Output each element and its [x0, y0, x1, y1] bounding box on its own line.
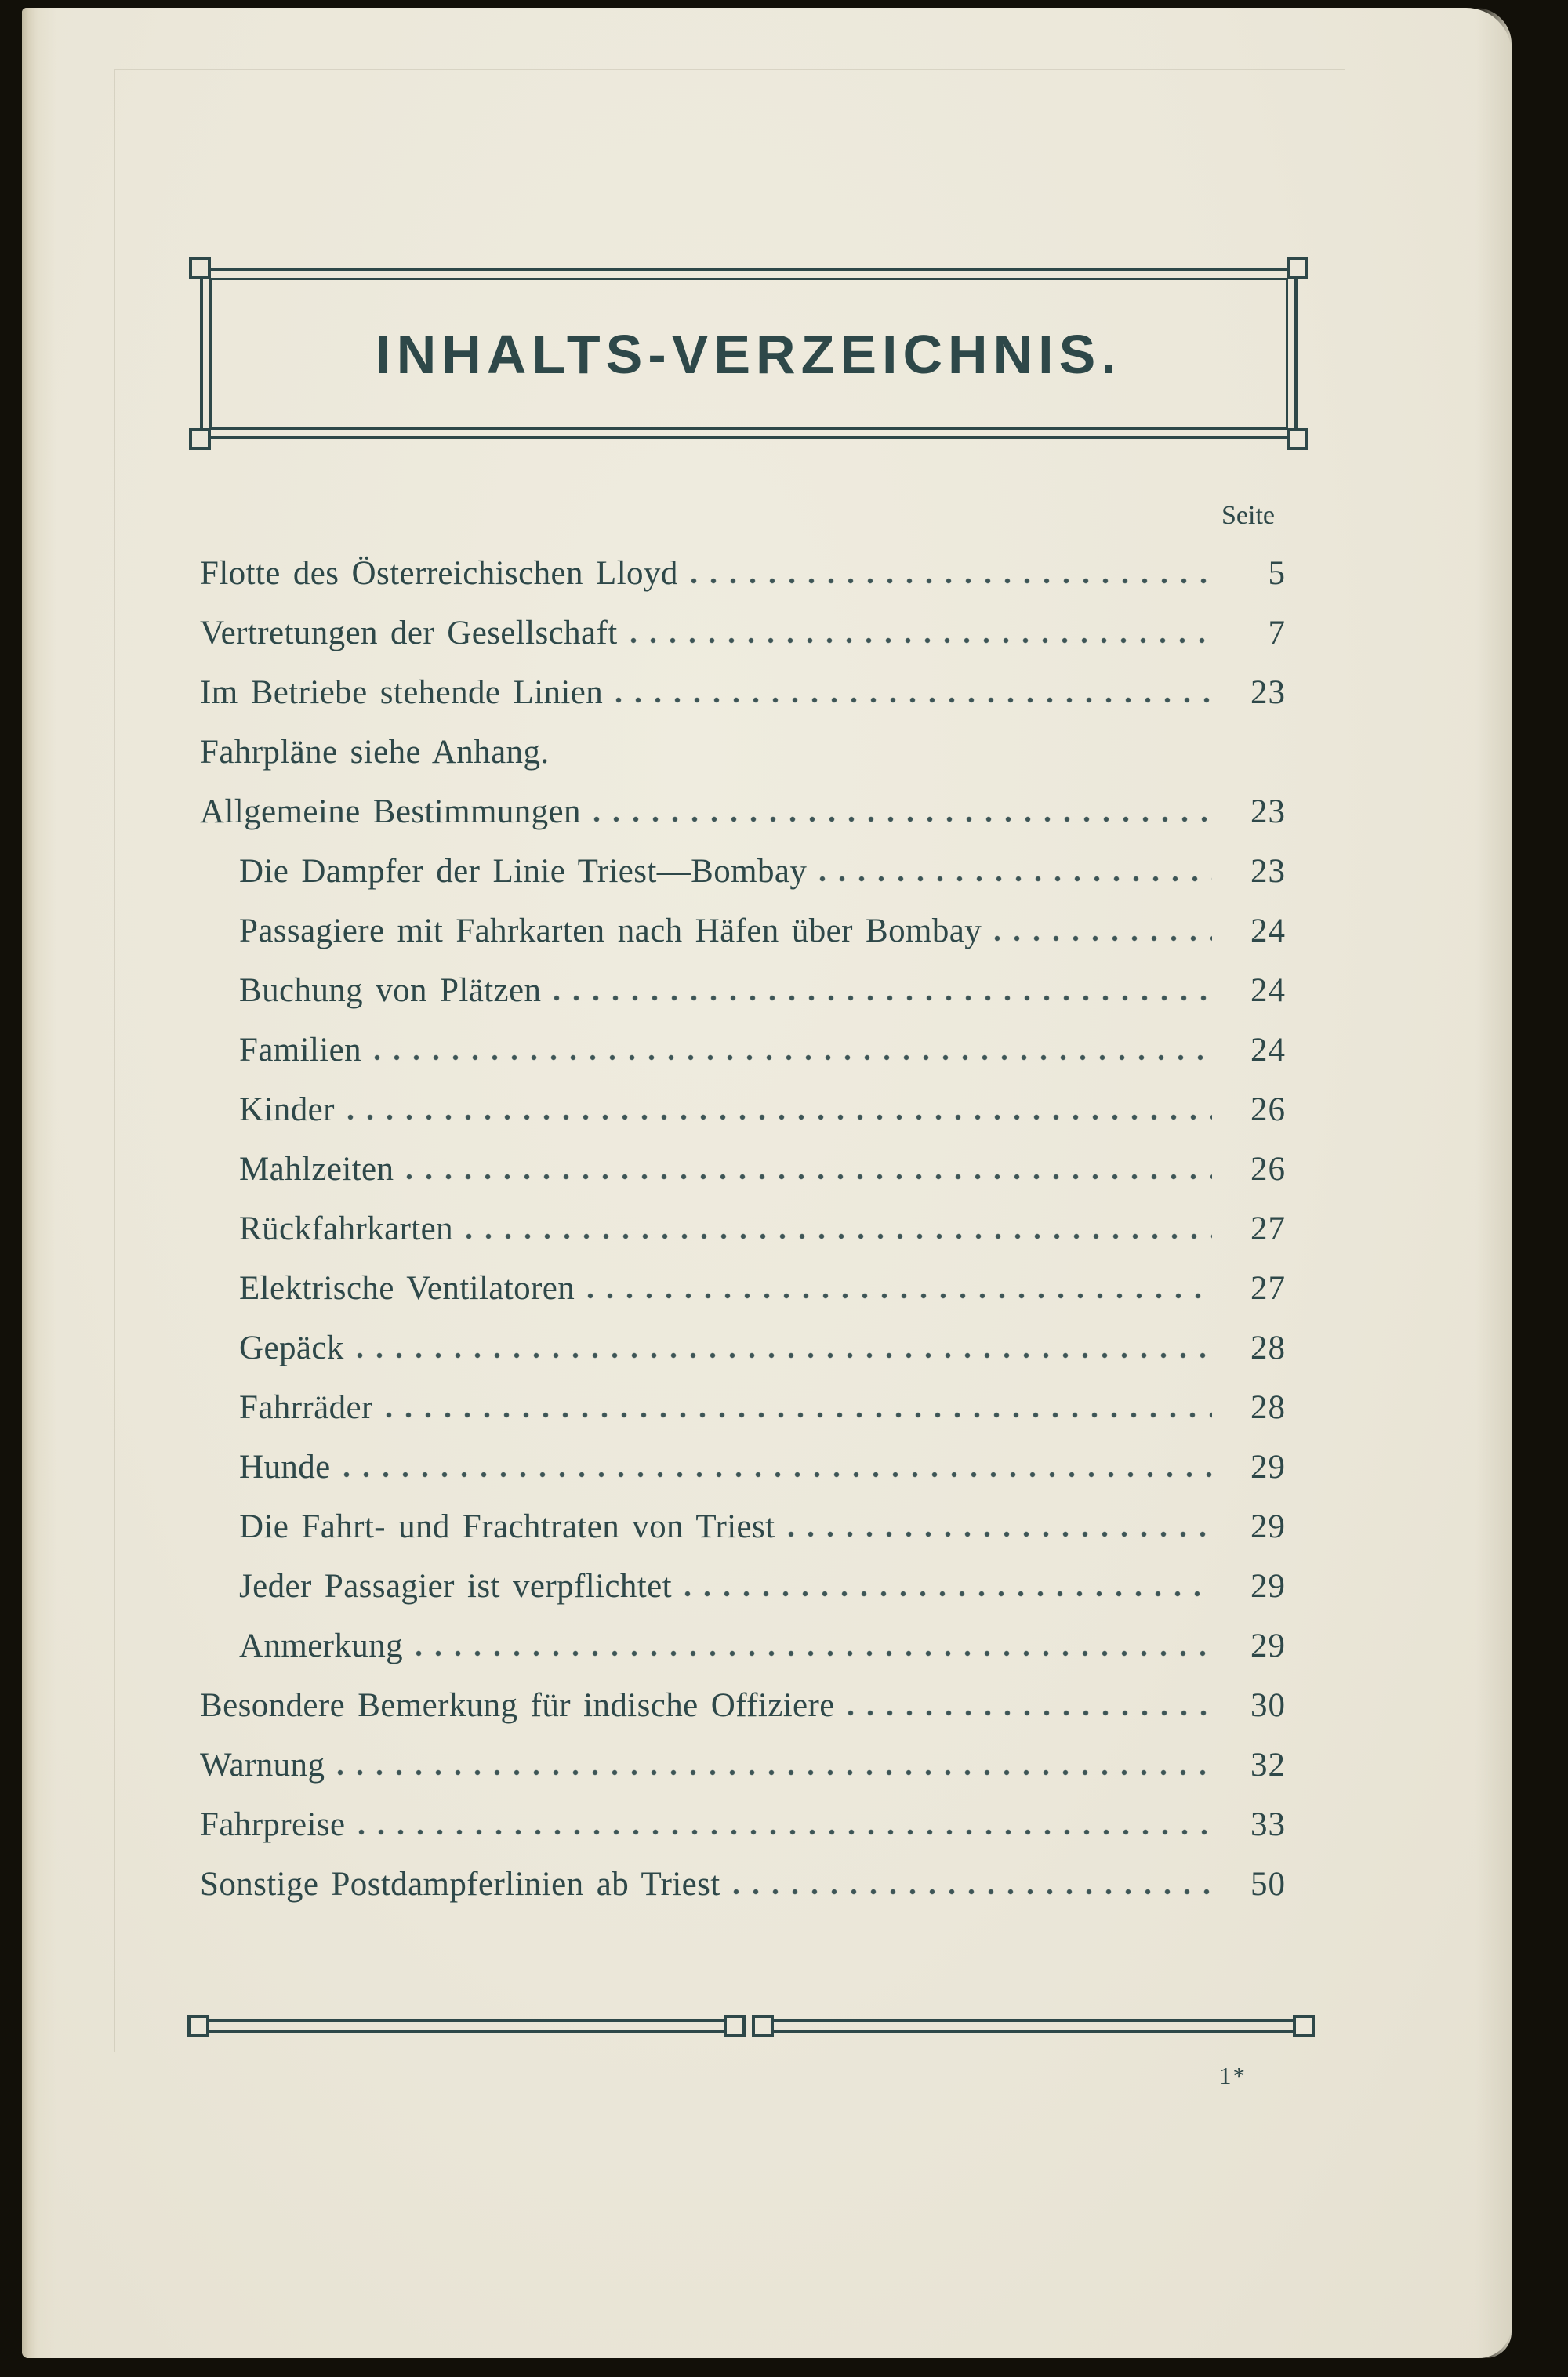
toc-entry-label: Familien: [239, 1032, 362, 1069]
corner-square-icon: [1293, 2015, 1315, 2037]
toc-row: [200, 1199, 1286, 1259]
toc-leader: [848, 1710, 1212, 1716]
toc-entry-label: Anmerkung: [239, 1628, 404, 1664]
toc-leader: [554, 995, 1212, 1001]
toc-leader: [347, 1114, 1212, 1120]
toc-entry-page: 29: [1250, 1508, 1286, 1545]
toc-entry-page: 28: [1250, 1389, 1286, 1426]
toc-entry-page: 5: [1268, 555, 1286, 592]
toc-entry-label: Hunde: [239, 1449, 331, 1486]
toc-entry-page: 23: [1250, 793, 1286, 830]
toc-leader: [357, 1352, 1212, 1359]
toc-leader: [343, 1472, 1212, 1478]
page-right-shade: [1475, 8, 1512, 2358]
toc-entry-page: 27: [1250, 1270, 1286, 1307]
toc-entry-label: Rückfahrkarten: [239, 1210, 454, 1247]
toc-entry-label: Fahrpreise: [200, 1806, 346, 1843]
toc-row: [200, 1557, 1286, 1617]
toc-leader: [374, 1054, 1212, 1061]
toc-leader: [819, 876, 1212, 882]
toc-entry-label: Buchung von Plätzen: [239, 972, 542, 1009]
toc-row: [200, 1438, 1286, 1497]
toc-leader: [994, 935, 1212, 942]
toc-row: [200, 723, 1286, 782]
page-gutter-edge: [22, 8, 56, 2358]
toc-entry-label: Warnung: [200, 1747, 325, 1784]
toc-leader: [788, 1531, 1212, 1537]
toc-entry-label: Kinder: [239, 1091, 335, 1128]
toc-entry-page: 23: [1250, 674, 1286, 711]
toc-entry-page: 32: [1250, 1747, 1286, 1784]
toc-entry-page: 29: [1250, 1628, 1286, 1664]
toc-entry-page: 7: [1268, 615, 1286, 651]
toc-leader: [593, 816, 1212, 822]
toc-entry-page: 33: [1250, 1806, 1286, 1843]
toc-row: [200, 1795, 1286, 1855]
toc-entry-label: Vertretungen der Gesellschaft: [200, 615, 618, 651]
signature-mark: 1*: [1219, 2062, 1247, 2089]
toc-entry-page: 24: [1250, 913, 1286, 949]
toc-leader: [691, 578, 1212, 584]
toc-entry-label: Passagiere mit Fahrkarten nach Häfen über Bombay: [239, 913, 982, 949]
corner-square-icon: [752, 2015, 774, 2037]
toc-entry-page: 30: [1250, 1687, 1286, 1724]
book-page: [22, 8, 1512, 2358]
toc-row: [200, 1080, 1286, 1140]
toc-leader: [358, 1829, 1213, 1835]
toc-leader: [684, 1591, 1212, 1597]
toc-entry-page: 29: [1250, 1449, 1286, 1486]
page-title: INHALTS-VERZEICHNIS.: [376, 324, 1122, 385]
toc-row: [200, 842, 1286, 902]
bottom-rail-left: [200, 2019, 733, 2033]
toc-entry-label: Fahrräder: [239, 1389, 373, 1426]
page-column-header: Seite: [1221, 501, 1275, 530]
toc-entry-label: Die Dampfer der Linie Triest—Bombay: [239, 853, 808, 890]
toc-leader: [615, 697, 1212, 703]
toc-entry-label: Flotte des Österreichischen Lloyd: [200, 555, 678, 592]
toc-row: [200, 1319, 1286, 1378]
toc-leader: [416, 1650, 1212, 1657]
title-frame: [200, 268, 1298, 439]
toc-row: [200, 1259, 1286, 1319]
toc-entry-label: Die Fahrt- und Frachtraten von Triest: [239, 1508, 775, 1545]
toc-row: [200, 1617, 1286, 1676]
toc-row: [200, 961, 1286, 1021]
toc-leader: [337, 1769, 1212, 1776]
toc-entry-page: 23: [1250, 853, 1286, 890]
toc-list: [200, 544, 1286, 1914]
toc-leader: [406, 1174, 1212, 1180]
toc-leader: [733, 1889, 1212, 1895]
toc-row: [200, 1021, 1286, 1080]
toc-entry-label: Allgemeine Bestimmungen: [200, 793, 581, 830]
toc-entry-label: Fahrpläne siehe Anhang.: [200, 734, 550, 771]
toc-row: [200, 1855, 1286, 1914]
toc-row: [200, 1676, 1286, 1736]
toc-entry-label: Besondere Bemerkung für indische Offiziere: [200, 1687, 835, 1724]
toc-entry-page: 24: [1250, 1032, 1286, 1069]
bottom-rail-right: [764, 2019, 1302, 2033]
toc-row: [200, 1736, 1286, 1795]
toc-row: [200, 782, 1286, 842]
toc-row: [200, 1378, 1286, 1438]
toc-row: [200, 663, 1286, 723]
toc-row: [200, 902, 1286, 961]
toc-entry-label: Elektrische Ventilatoren: [239, 1270, 575, 1307]
toc-entry-page: 29: [1250, 1568, 1286, 1605]
toc-entry-page: 26: [1250, 1151, 1286, 1188]
toc-entry-page: 28: [1250, 1330, 1286, 1366]
toc-entry-label: Jeder Passagier ist verpflichtet: [239, 1568, 672, 1605]
toc-entry-page: 26: [1250, 1091, 1286, 1128]
toc-row: [200, 544, 1286, 604]
toc-row: [200, 1497, 1286, 1557]
toc-leader: [630, 637, 1212, 644]
toc-leader: [386, 1412, 1212, 1418]
corner-square-icon: [187, 2015, 209, 2037]
toc-entry-page: 27: [1250, 1210, 1286, 1247]
toc-entry-label: Gepäck: [239, 1330, 344, 1366]
toc-entry-page: 50: [1250, 1866, 1286, 1903]
toc-entry-page: 24: [1250, 972, 1286, 1009]
toc-leader: [466, 1233, 1212, 1239]
toc-leader: [587, 1293, 1212, 1299]
toc-row: [200, 604, 1286, 663]
toc-entry-label: Sonstige Postdampferlinien ab Triest: [200, 1866, 720, 1903]
toc-entry-label: Mahlzeiten: [239, 1151, 394, 1188]
corner-square-icon: [724, 2015, 746, 2037]
toc-row: [200, 1140, 1286, 1199]
toc-entry-label: Im Betriebe stehende Linien: [200, 674, 604, 711]
